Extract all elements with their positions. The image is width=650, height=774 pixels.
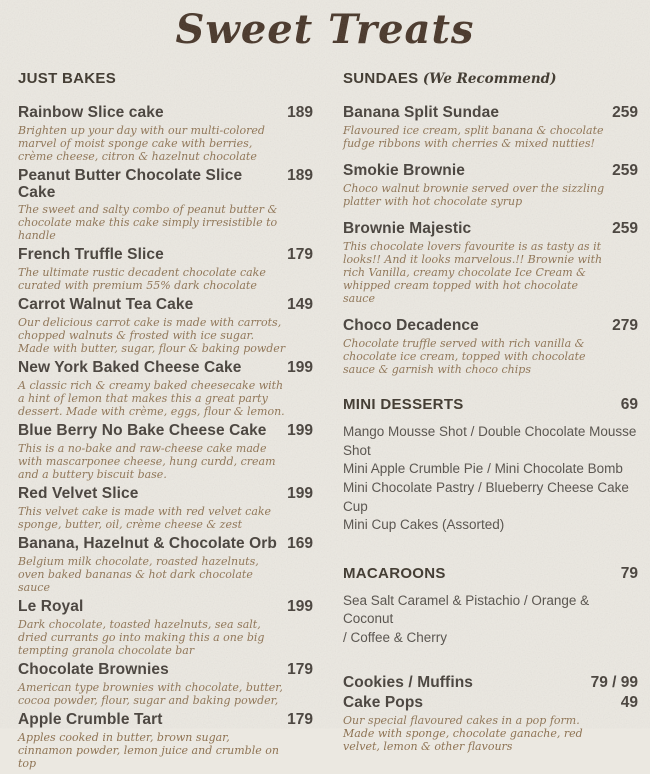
item-name: Brownie Majestic xyxy=(343,220,472,237)
item-price: 279 xyxy=(612,317,638,334)
item-name: Cookies / Muffins xyxy=(343,673,474,691)
menu-item xyxy=(18,422,313,481)
page-title: Sweet Treats xyxy=(175,6,475,53)
section-price: 79 xyxy=(620,564,638,582)
extras-section xyxy=(343,674,638,753)
item-name: Carrot Walnut Tea Cake xyxy=(18,296,194,313)
item-name: Choco Decadence xyxy=(343,317,479,334)
mini-desserts-line: Mini Chocolate Pastry / Blueberry Cheese Cake Cup xyxy=(343,479,629,514)
item-description: The ultimate rustic decadent chocolate cake curated with premium 55% dark chocolate xyxy=(18,266,266,292)
item-price: 199 xyxy=(287,485,313,502)
item-description: Dark chocolate, toasted hazelnuts, sea salt, dried currants go into making this a one big tempting granola chocolate bar xyxy=(18,618,265,657)
item-price: 179 xyxy=(287,246,313,263)
item-description: Our special flavoured cakes in a pop form. Made with sponge, chocolate ganache, red velvet, lemon & other flavours xyxy=(343,713,583,753)
item-description: Chocolate truffle served with rich vanilla & chocolate ice cream, topped with chocolate sauce & garnish with choco chips xyxy=(343,337,586,376)
menu-columns xyxy=(0,52,650,774)
item-price: 169 xyxy=(287,535,313,552)
menu-item xyxy=(343,694,638,753)
macaroons-section xyxy=(343,565,638,648)
item-price: 259 xyxy=(612,104,638,121)
item-price: 199 xyxy=(287,422,313,439)
item-description: Belgium milk chocolate, roasted hazelnuts, oven baked bananas & hot dark chocolate sauce xyxy=(18,555,259,594)
menu-item xyxy=(18,661,313,707)
item-description: Apples cooked in butter, brown sugar, cinnamon powder, lemon juice and crumble on top xyxy=(18,731,279,770)
item-name: Cake Pops xyxy=(343,693,424,711)
sundaes-column xyxy=(343,70,638,774)
item-description: Flavoured ice cream, split banana & chocolate fudge ribbons with cherries & mixed nutties! xyxy=(343,124,604,150)
sundaes-subtitle: (We Recommend) xyxy=(422,71,557,87)
menu-item xyxy=(343,220,638,305)
menu-item xyxy=(18,296,313,355)
just-bakes-column xyxy=(18,70,313,774)
menu-item xyxy=(343,317,638,376)
item-name: Blue Berry No Bake Cheese Cake xyxy=(18,422,267,439)
menu-item xyxy=(18,104,313,163)
sundaes-section xyxy=(343,70,638,376)
item-name: Smokie Brownie xyxy=(343,162,465,179)
item-name: Chocolate Brownies xyxy=(18,661,169,678)
item-name: Le Royal xyxy=(18,598,84,615)
item-price: 49 xyxy=(620,693,638,711)
item-price: 189 xyxy=(287,167,313,184)
item-description: Brighten up your day with our multi-colored marvel of moist sponge cake with berries, crème cheese, citron & hazelnut chocolate xyxy=(18,124,265,163)
item-price: 149 xyxy=(287,296,313,313)
item-price: 259 xyxy=(612,162,638,179)
menu-item xyxy=(18,711,313,770)
menu-item xyxy=(18,485,313,531)
item-description: Our delicious carrot cake is made with carrots, chopped walnuts & frosted with ice sugar. Made with butter, sugar, flour & baking powder xyxy=(18,316,286,355)
item-description: The sweet and salty combo of peanut butter & chocolate make this cake simply irresistible to handle xyxy=(18,203,278,242)
item-price: 199 xyxy=(287,598,313,615)
item-description: This is a no-bake and raw-cheese cake made with mascarponee cheese, hung curdd, cream and a buttery biscuit base. xyxy=(18,442,276,481)
menu-item xyxy=(18,359,313,418)
section-header-just-bakes: JUST BAKES xyxy=(18,70,117,87)
mini-desserts-line: Mango Mousse Shot / Double Chocolate Mousse Shot xyxy=(343,424,637,458)
item-name: New York Baked Cheese Cake xyxy=(18,359,242,376)
macaroons-line: Sea Salt Caramel & Pistachio / Orange & Coconut xyxy=(343,592,590,627)
menu-item xyxy=(343,104,638,150)
menu-item xyxy=(343,162,638,208)
item-price: 199 xyxy=(287,359,313,376)
menu-item xyxy=(343,674,638,692)
item-description: This velvet cake is made with red velvet cake sponge, butter, oil, crème cheese & zest xyxy=(18,505,272,531)
menu-item xyxy=(18,535,313,594)
section-price: 69 xyxy=(620,396,638,413)
item-name: French Truffle Slice xyxy=(18,246,164,263)
item-name: Apple Crumble Tart xyxy=(18,711,163,728)
item-description: A classic rich & creamy baked cheesecake with a hint of lemon that makes this a great party dessert. Made with crème, eggs, flour & lemon. xyxy=(18,379,285,418)
item-name: Banana Split Sundae xyxy=(343,104,500,121)
sundaes-title: SUNDAES xyxy=(343,70,419,87)
menu-item xyxy=(18,598,313,657)
item-name: Red Velvet Slice xyxy=(18,485,139,502)
item-price: 79 / 99 xyxy=(590,673,638,691)
macaroons-line: / Coffee & Cherry xyxy=(343,630,448,645)
item-description: Choco walnut brownie served over the sizzling platter with hot chocolate syrup xyxy=(343,182,605,208)
section-header-mini-desserts: MINI DESSERTS xyxy=(343,396,464,413)
item-name: Rainbow Slice cake xyxy=(18,104,164,121)
menu-item xyxy=(18,167,313,242)
mini-desserts-section xyxy=(343,396,638,535)
item-price: 179 xyxy=(287,661,313,678)
section-header-macaroons: MACAROONS xyxy=(343,564,446,582)
item-price: 259 xyxy=(612,220,638,237)
menu-item xyxy=(18,246,313,292)
section-header-sundaes xyxy=(343,70,638,87)
item-name: Peanut Butter Chocolate Slice Cake xyxy=(18,167,243,201)
mini-desserts-line: Mini Cup Cakes (Assorted) xyxy=(343,517,505,533)
mini-desserts-line: Mini Apple Crumble Pie / Mini Chocolate Bomb xyxy=(343,461,623,477)
item-description: This chocolate lovers favourite is as tasty as it looks!! And it looks marvelous.!! Brownie with rich Vanilla, creamy chocolate Ice Cream & whipped cream topped with hot chocolate sauce xyxy=(343,240,603,305)
item-description: American type brownies with chocolate, butter, cocoa powder, flour, sugar and baking powder, xyxy=(18,681,283,707)
item-price: 189 xyxy=(287,104,313,121)
item-name: Banana, Hazelnut & Chocolate Orb xyxy=(18,535,277,552)
item-price: 179 xyxy=(287,711,313,728)
